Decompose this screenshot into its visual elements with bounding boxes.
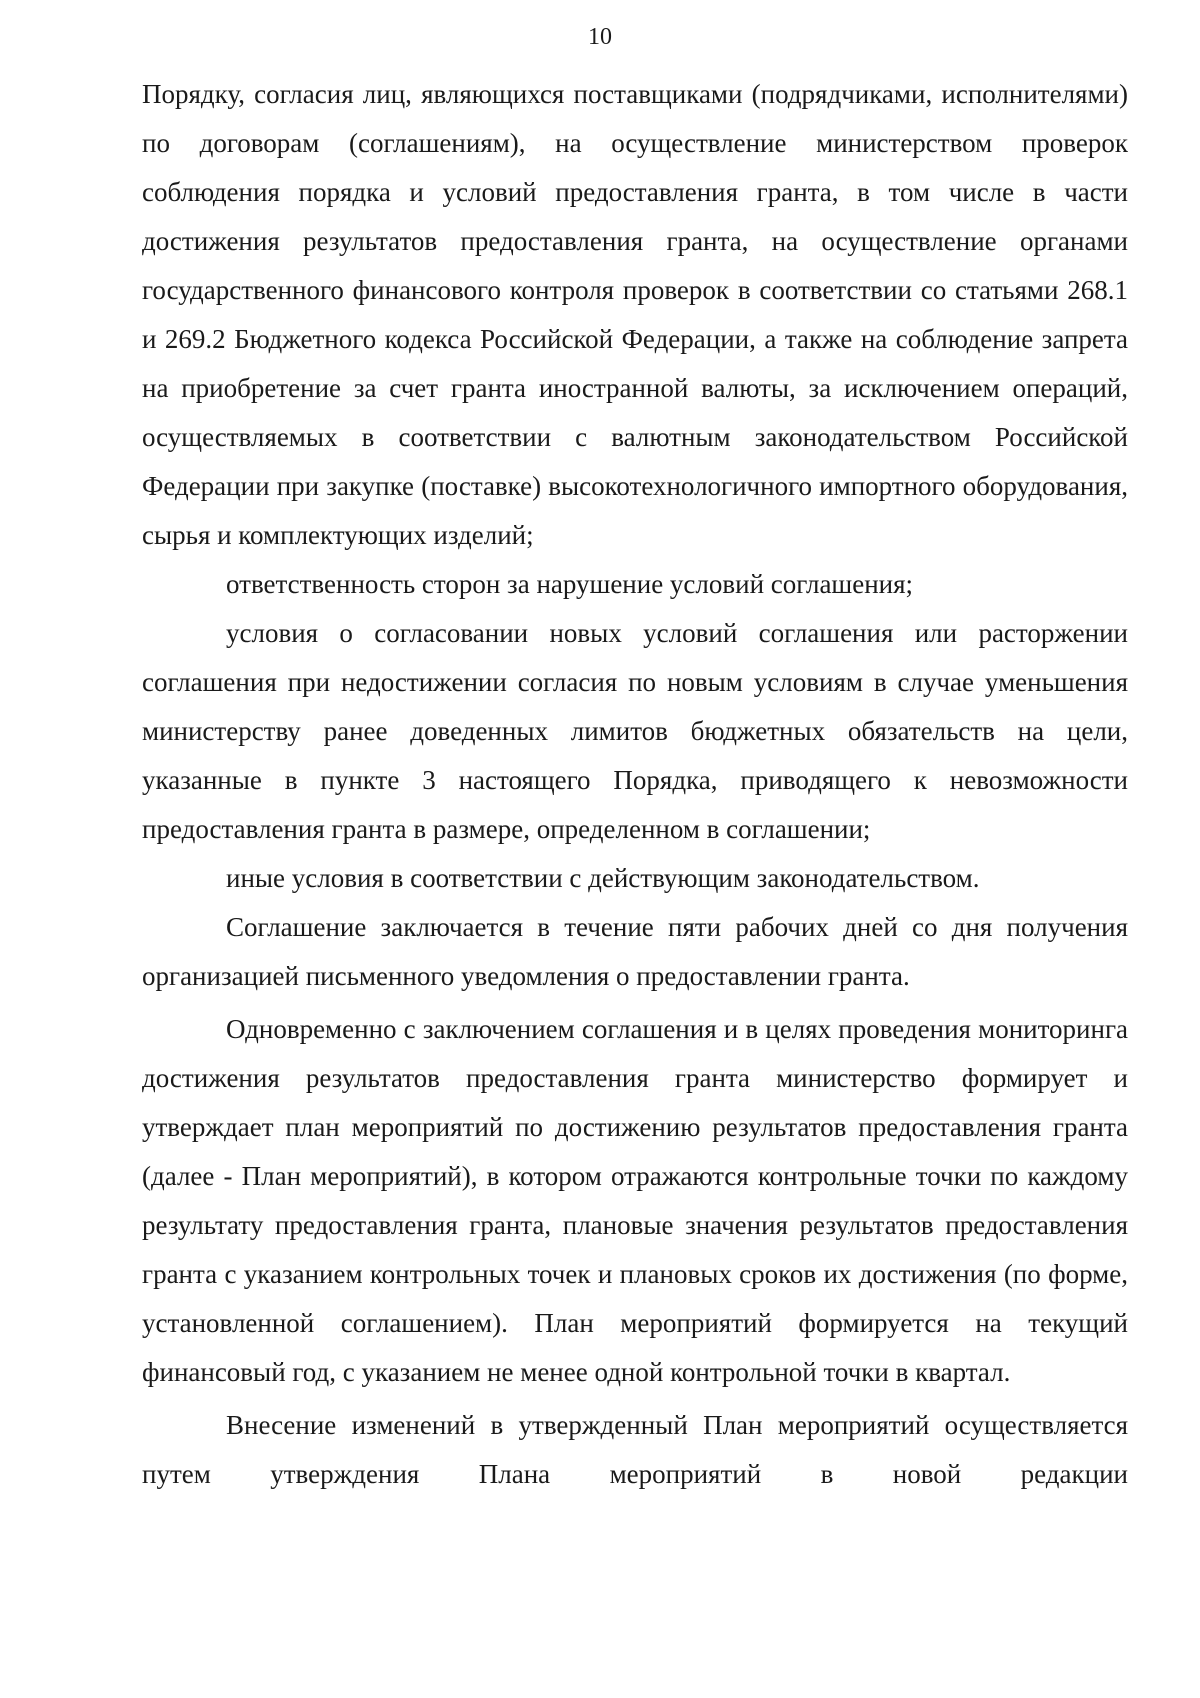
paragraph-other-conditions: иные условия в соответствии с действующим законодательством. xyxy=(226,863,980,893)
paragraph-agreement-deadline: Соглашение заключается в течение пяти рабочих дней со дня получения организацией письменного уведомления о предоставлении гранта. xyxy=(142,912,1128,991)
paragraph-responsibility: ответственность сторон за нарушение условий соглашения; xyxy=(226,569,914,599)
paragraph-action-plan: Одновременно с заключением соглашения и в целях проведения мониторинга достижения результатов предоставления гранта министерство формирует и утверждает план мероприятий по достижению результатов предоставления гранта (далее - План мероприятий), в котором отражаются контрольные точки по каждому результату предоставления гранта, плановые значения результатов предоставления гранта с указанием контрольных точек и плановых сроков их достижения (по форме, установленной соглашением). План мероприятий формируется на текущий финансовый год, с указанием не менее одной контрольной точки в квартал. xyxy=(142,1014,1128,1387)
document-body xyxy=(142,70,1128,1499)
paragraph-plan-changes: Внесение изменений в утвержденный План мероприятий осуществляется путем утверждения Плана мероприятий в новой редакции xyxy=(142,1410,1128,1489)
paragraph-continuation: Порядку, согласия лиц, являющихся поставщиками (подрядчиками, исполнителями) по договорам (соглашениям), на осуществление министерством проверок соблюдения порядка и условий предоставления гранта, в том числе в части достижения результатов предоставления гранта, на осуществление органами государственного финансового контроля проверок в соответствии со статьями 268.1 и 269.2 Бюджетного кодекса Российской Федерации, а также на соблюдение запрета на приобретение за счет гранта иностранной валюты, за исключением операций, осуществляемых в соответствии с валютным законодательством Российской Федерации при закупке (поставке) высокотехнологичного импортного оборудования, сырья и комплектующих изделий; xyxy=(142,79,1128,550)
page-number: 10 xyxy=(588,24,612,50)
paragraph-agreement-terms: условия о согласовании новых условий соглашения или расторжении соглашения при недостижении согласия по новым условиям в случае уменьшения министерству ранее доведенных лимитов бюджетных обязательств на цели, указанные в пункте 3 настоящего Порядка, приводящего к невозможности предоставления гранта в размере, определенном в соглашении; xyxy=(142,618,1128,844)
